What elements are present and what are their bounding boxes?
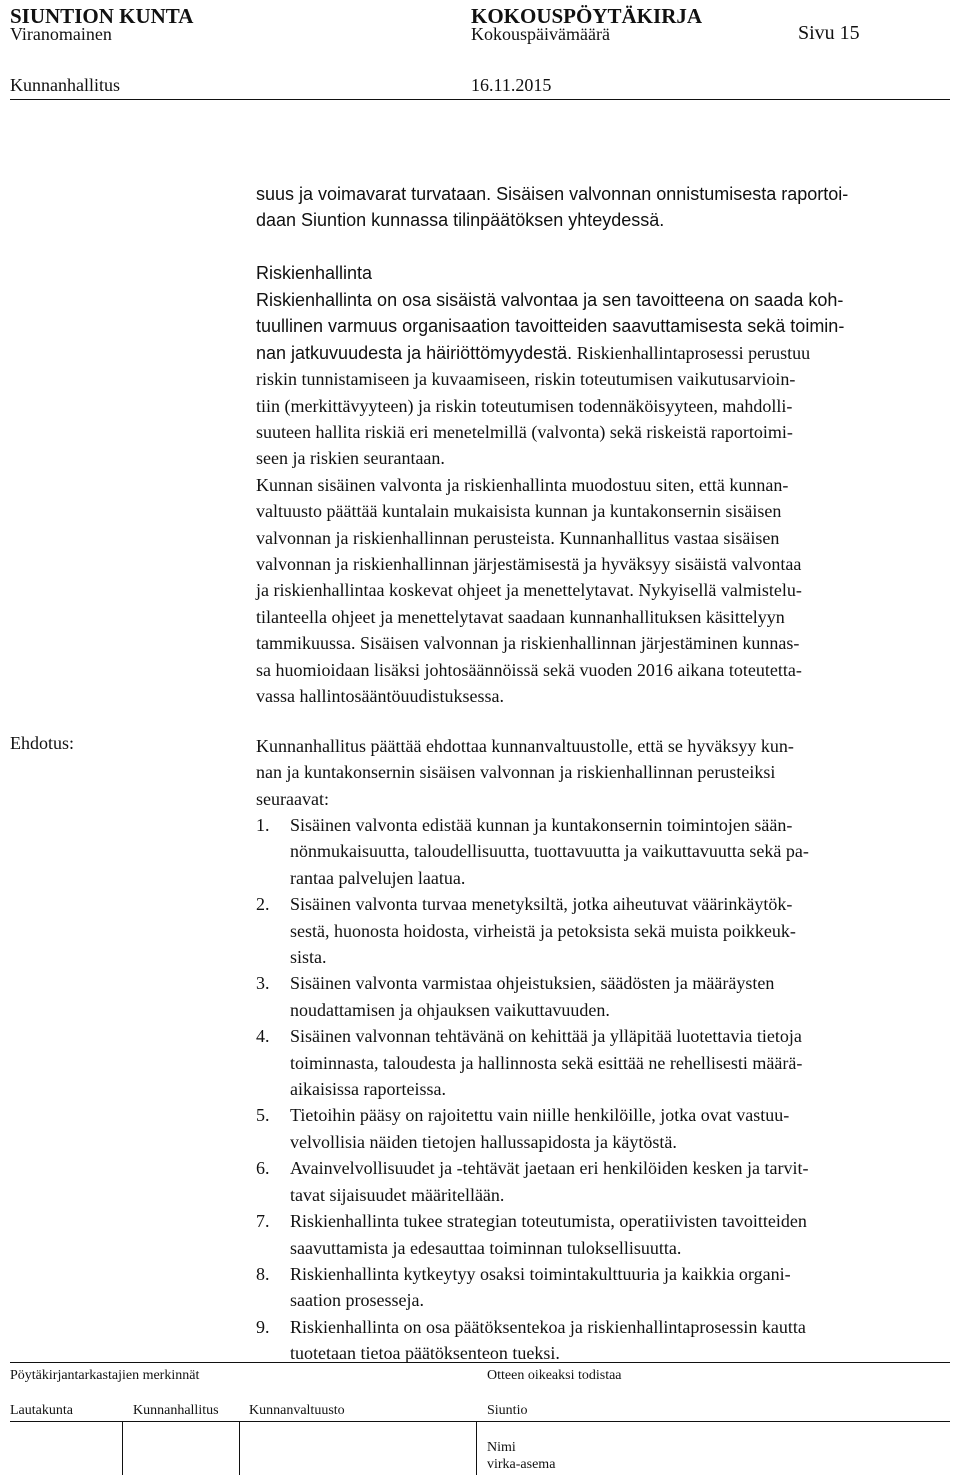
paragraph-internal-control [256, 181, 946, 234]
text-line: noudattamisen ja ohjauksen vaikuttavuuden. [290, 999, 610, 1020]
list-item [256, 812, 946, 891]
footer-divider [10, 1362, 950, 1363]
text-line: Riskienhallinta kytkeytyy osaksi toimintakulttuuria ja kaikkia organi- [290, 1263, 791, 1284]
list-item [256, 1102, 946, 1155]
list-item [256, 891, 946, 970]
list-item-number: 3. [256, 973, 270, 994]
text-line: velvollisia näiden tietojen hallussapidosta ja käytöstä. [290, 1131, 677, 1152]
meeting-date: 16.11.2015 [471, 75, 552, 95]
list-item-number: 7. [256, 1211, 270, 1232]
text-line: Avainvelvollisuudet ja -tehtävät jaetaan eri henkilöiden kesken ja tarvit- [290, 1158, 809, 1179]
text-line: rantaa palvelujen laatua. [290, 867, 466, 888]
footer-place: Siuntio [487, 1403, 528, 1418]
text-line: tuotetaan tietoa päätöksenteon tueksi. [290, 1343, 560, 1364]
text-line: valvonnan ja riskienhallinnan perusteista. Kunnanhallitus vastaa sisäisen [256, 527, 780, 548]
text-line: Sisäinen valvonnan tehtävänä on kehittää ja ylläpitää luotettavia tietoja [290, 1026, 802, 1047]
text-line: valtuusto päättää kuntalain mukaisista kunnan ja kuntakonsernin sisäisen [256, 501, 782, 522]
authority-label: Viranomainen [10, 24, 112, 44]
text-line: tavat sijaisuudet määritellään. [290, 1184, 505, 1205]
text-line: riskin tunnistamiseen ja kuvaamiseen, riskin toteutumisen vaikutusarvioin- [256, 369, 796, 390]
certified-copy-label: Otteen oikeaksi todistaa [487, 1368, 622, 1383]
text-line: nan ja kuntakonsernin sisäisen valvonnan ja riskienhallinnan perusteiksi [256, 762, 776, 783]
list-item [256, 1208, 946, 1261]
footer-row-divider [10, 1421, 950, 1422]
text-line: suuteen hallita riskiä eri menetelmillä (valvonta) sekä riskeistä raportoimi- [256, 422, 793, 443]
text-line: seen ja riskien seurantaan. [256, 448, 445, 469]
text-line: daan Siuntion kunnassa tilinpäätöksen yhteydessä. [256, 210, 665, 231]
authority-name: Kunnanhallitus [10, 75, 120, 95]
text-line: suus ja voimavarat turvataan. Sisäisen valvonnan onnistumisesta raportoi- [256, 184, 849, 204]
text-line: vassa hallintosääntöuudistuksessa. [256, 686, 504, 707]
text-line: sa huomioidaan lisäksi johtosäännöissä sekä vuoden 2016 aikana toteutetta- [256, 659, 802, 680]
text-line: ja riskienhallintaa koskevat ohjeet ja menettelytavat. Nykyisellä valmistelu- [256, 580, 802, 601]
text-line: saation prosesseja. [290, 1290, 424, 1311]
text-line: tiin (merkittävyyteen) ja riskin toteutumisen todennäköisyyteen, mahdolli- [256, 395, 793, 416]
list-item-number: 1. [256, 815, 270, 835]
footer-column-divider [122, 1421, 123, 1475]
text-line: sestä, huonosta hoidosta, virheistä ja petoksista sekä muista poikkeuk- [290, 920, 796, 941]
list-item [256, 1314, 946, 1367]
paragraph-risk-management [256, 287, 946, 710]
text-line: valvonnan ja riskienhallinnan järjestämisestä ja hyväksyy sisäistä valvontaa [256, 554, 802, 575]
text-line: Sisäinen valvonta edistää kunnan ja kuntakonsernin toimintojen sään- [290, 815, 793, 835]
text-line: nönmukaisuutta, taloudellisuutta, tuottavuutta ja vaikuttavuutta sekä pa- [290, 841, 809, 862]
footer-column-divider [476, 1421, 477, 1475]
page-number: Sivu 15 [798, 22, 860, 44]
text-line: tammikuussa. Sisäisen valvonnan ja riskienhallinnan järjestäminen kunnas- [256, 633, 800, 654]
list-item-number: 4. [256, 1026, 270, 1047]
section-title-risk-management: Riskienhallinta [256, 263, 373, 283]
list-item [256, 1023, 946, 1102]
list-item-number: 6. [256, 1158, 270, 1179]
proposal-list [256, 812, 946, 1367]
list-item [256, 970, 946, 1023]
text-line: Sisäinen valvonta varmistaa ohjeistuksien, säädösten ja määräysten [290, 973, 775, 994]
text-line: Riskienhallinta on osa sisäistä valvontaa ja sen tavoitteena on saada koh- [256, 290, 844, 310]
footer-council-label: Kunnanvaltuusto [249, 1403, 345, 1418]
list-item [256, 1261, 946, 1314]
document-type: KOKOUSPÖYTÄKIRJA [471, 4, 703, 28]
header-divider [10, 99, 950, 100]
text-line: seuraavat: [256, 788, 329, 809]
footer-column-divider [239, 1421, 240, 1475]
municipality-name: SIUNTION KUNTA [10, 4, 194, 28]
list-item-number: 2. [256, 894, 270, 915]
text-line: Kunnan sisäinen valvonta ja riskienhallinta muodostuu siten, että kunnan- [256, 474, 789, 495]
list-item-number: 5. [256, 1105, 270, 1126]
footer-board-label: Lautakunta [10, 1403, 73, 1418]
text-line: tuullinen varmuus organisaation tavoitteiden saavuttamisesta sekä toimin- [256, 316, 845, 337]
text-line: Kunnanhallitus päättää ehdottaa kunnanvaltuustolle, että se hyväksyy kun- [256, 736, 794, 756]
text-line: Sisäinen valvonta turvaa menetyksiltä, jotka aiheutuvat väärinkäytök- [290, 894, 793, 915]
text-line-part: nan jatkuvuudesta ja häiriöttömyydestä. [256, 342, 573, 363]
text-line: Tietoihin pääsy on rajoitettu vain niille henkilöille, jotka ovat vastuu- [290, 1105, 790, 1126]
list-item [256, 1155, 946, 1208]
proposal-label: Ehdotus: [10, 733, 75, 753]
list-item-number: 9. [256, 1316, 270, 1337]
footer-municipal-board-label: Kunnanhallitus [133, 1403, 219, 1418]
text-line: Riskienhallinta on osa päätöksentekoa ja riskienhallintaprosessin kautta [290, 1316, 806, 1337]
text-line: Riskienhallinta tukee strategian toteutumista, operatiivisten tavoitteiden [290, 1211, 807, 1232]
checkers-label: Pöytäkirjantarkastajien merkinnät [10, 1368, 200, 1383]
text-line: aikaisissa raporteissa. [290, 1079, 446, 1100]
footer-name-label: Nimi [487, 1440, 516, 1455]
text-line: sista. [290, 947, 327, 968]
text-line: tilanteella ohjeet ja menettelytavat saadaan kunnanhallituksen käsittelyyn [256, 606, 785, 627]
footer-position-label: virka-asema [487, 1457, 556, 1472]
list-item-number: 8. [256, 1263, 270, 1284]
text-line-part: Riskienhallintaprosessi perustuu [572, 342, 811, 363]
proposal-intro [256, 733, 946, 812]
text-line: saavuttamista ja edesauttaa toiminnan tuloksellisuutta. [290, 1237, 682, 1258]
meeting-date-label: Kokouspäivämäärä [471, 24, 610, 44]
text-line: toiminnasta, taloudesta ja hallinnosta sekä esittää ne rehellisesti määrä- [290, 1052, 803, 1073]
